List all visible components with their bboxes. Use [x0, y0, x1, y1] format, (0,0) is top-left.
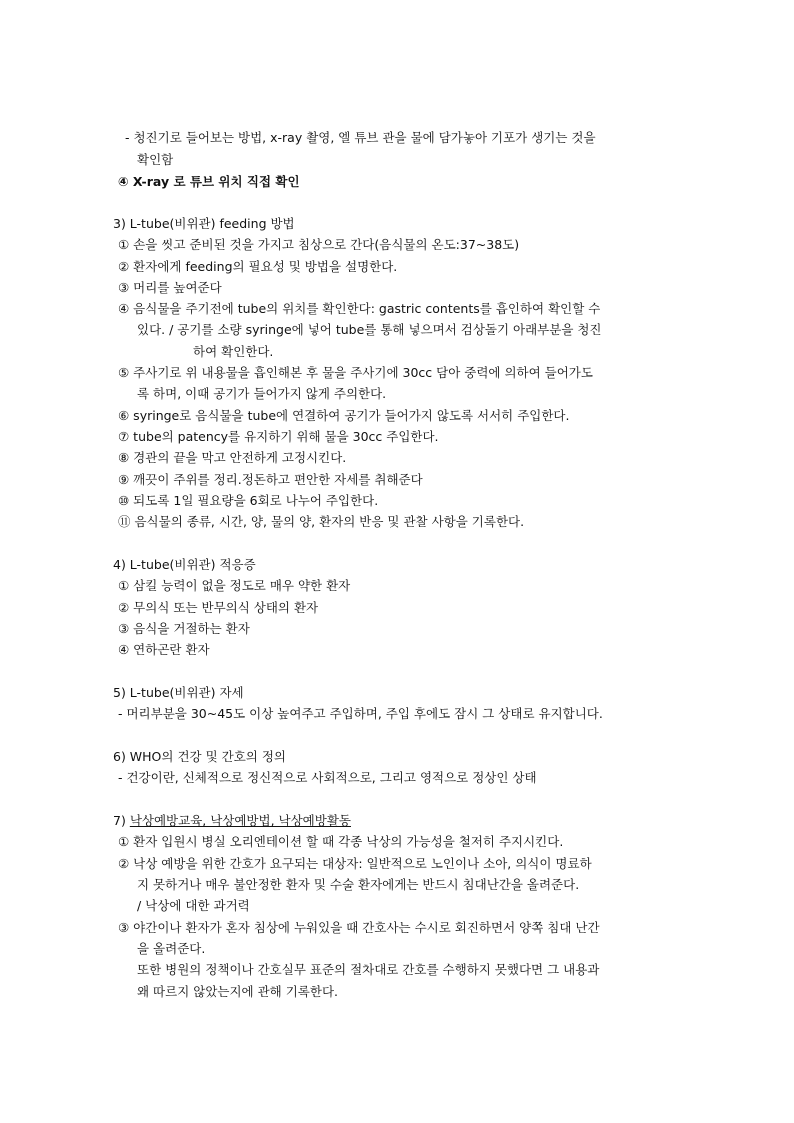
list-item: ② 무의식 또는 반무의식 상태의 환자	[118, 600, 319, 615]
dash-line: - 건강이란, 신체적으로 정신적으로 사회적으로, 그리고 영적으로 정상인 상태	[118, 770, 537, 785]
list-item: ③ 머리를 높여준다	[118, 280, 222, 295]
list-item-continuation: 있다. / 공기를 소량 syringe에 넣어 tube를 통해 넣으며서 검상돌기 아래부분을 청진	[137, 322, 602, 337]
dash-line-continuation: 확인함	[137, 152, 174, 167]
list-item-continuation: 왜 따르지 않았는지에 관해 기록한다.	[137, 984, 338, 999]
section-title-underlined: 낙상예방교육, 낙상예방법, 낙상예방활동	[129, 813, 351, 828]
list-item: ⑪ 음식물의 종류, 시간, 양, 물의 양, 환자의 반응 및 관찰 사항을 기록한다.	[118, 514, 525, 529]
section-heading: 5) L-tube(비위관) 자세	[113, 685, 244, 700]
list-item-continuation: 하여 확인한다.	[193, 344, 274, 359]
list-item: ① 삼킬 능력이 없을 정도로 매우 약한 환자	[118, 578, 351, 593]
list-item: ① 손을 씻고 준비된 것을 가지고 침상으로 간다(음식물의 온도:37~38도)	[118, 237, 520, 252]
list-item-continuation: / 낙상에 대한 과거력	[137, 898, 250, 913]
section-heading: 3) L-tube(비위관) feeding 방법	[113, 216, 295, 231]
list-item-bold: ④ X-ray 로 튜브 위치 직접 확인	[118, 174, 300, 189]
section-heading	[113, 813, 351, 829]
list-item-continuation: 을 올려준다.	[137, 941, 206, 956]
list-item-continuation: 또한 병원의 정책이나 간호실무 표준의 절차대로 간호를 수행하지 못했다면 그 내용과	[137, 962, 600, 977]
list-item: ② 낙상 예방을 위한 간호가 요구되는 대상자: 일반적으로 노인이나 소아, 의식이 명료하	[118, 856, 592, 871]
section-number: 7)	[113, 813, 130, 828]
list-item: ⑤ 주사기로 위 내용물을 흡인해본 후 물을 주사기에 30cc 담아 중력에 의하여 들어가도	[118, 365, 593, 380]
list-item-continuation: 록 하며, 이때 공기가 들어가지 않게 주의한다.	[137, 386, 387, 401]
dash-line: - 머리부분을 30~45도 이상 높여주고 주입하며, 주입 후에도 잠시 그 상태로 유지합니다.	[118, 706, 603, 721]
dash-line: - 청진기로 들어보는 방법, x-ray 촬영, 엘 튜브 관을 물에 담가놓아 기포가 생기는 것을	[125, 130, 596, 145]
list-item: ⑥ syringe로 음식물을 tube에 연결하여 공기가 들어가지 않도록 서서히 주입한다.	[118, 408, 570, 423]
section-heading: 4) L-tube(비위관) 적응증	[113, 557, 256, 572]
list-item: ⑩ 되도록 1일 필요량을 6회로 나누어 주입한다.	[118, 493, 379, 508]
list-item-continuation: 지 못하거나 매우 불안정한 환자 및 수술 환자에게는 반드시 침대난간을 올려준다.	[137, 877, 580, 892]
section-heading: 6) WHO의 건강 및 간호의 정의	[113, 749, 286, 764]
list-item: ⑦ tube의 patency를 유지하기 위해 물을 30cc 주입한다.	[118, 429, 439, 444]
list-item: ② 환자에게 feeding의 필요성 및 방법을 설명한다.	[118, 259, 398, 274]
list-item: ③ 음식을 거절하는 환자	[118, 621, 250, 636]
list-item: ③ 야간이나 환자가 혼자 침상에 누워있을 때 간호사는 수시로 회진하면서 양쪽 침대 난간	[118, 920, 600, 935]
list-item: ④ 음식물을 주기전에 tube의 위치를 확인한다: gastric contents를 흡인하여 확인할 수	[118, 301, 601, 316]
list-item: ⑨ 깨끗이 주위를 정리.정돈하고 편안한 자세를 취해준다	[118, 472, 423, 487]
list-item: ⑧ 경관의 끝을 막고 안전하게 고정시킨다.	[118, 450, 347, 465]
list-item: ① 환자 입원시 병실 오리엔테이션 할 때 각종 낙상의 가능성을 철저히 주지시킨다.	[118, 834, 564, 849]
list-item: ④ 연하곤란 환자	[118, 642, 210, 657]
